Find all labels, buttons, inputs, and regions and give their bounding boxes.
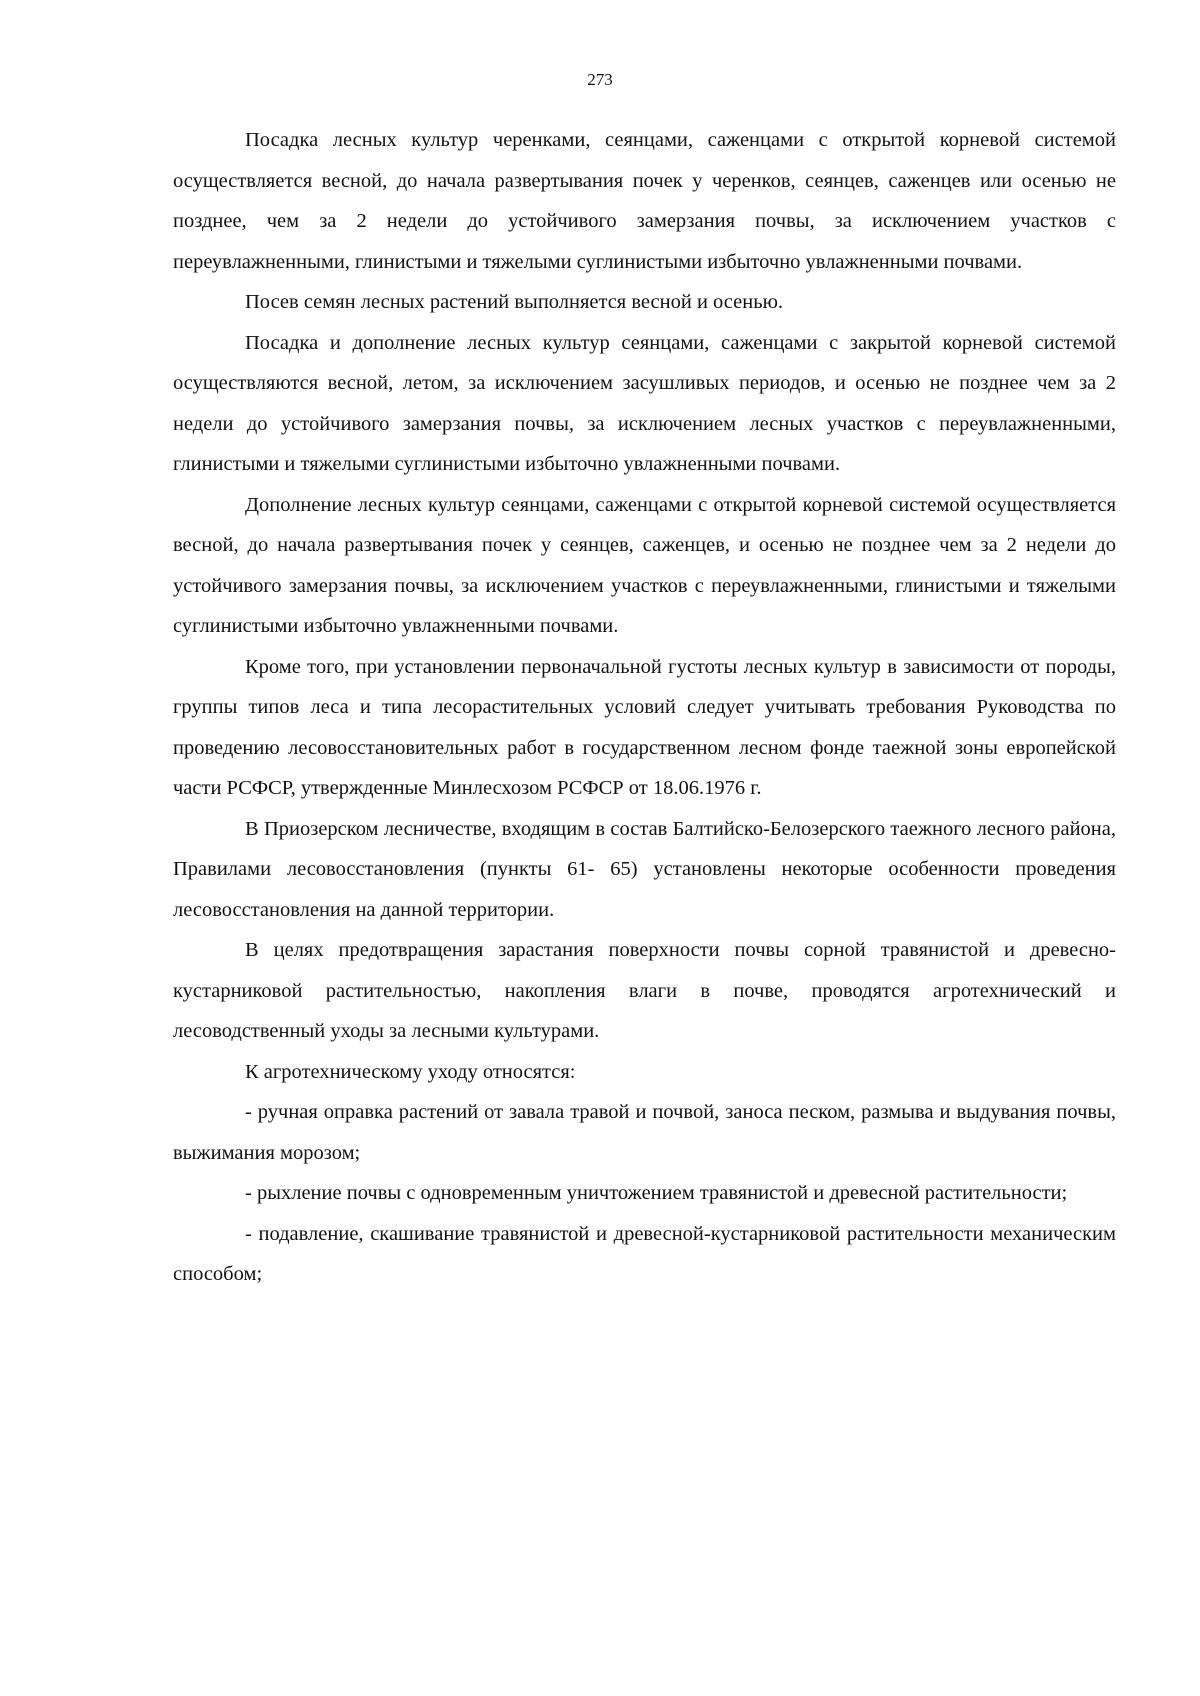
- page-number: 273: [587, 70, 613, 89]
- paragraph-agrotechnical-intro: К агротехническому уходу относятся:: [245, 1060, 576, 1083]
- paragraph-planting-closed-roots: Посадка и дополнение лесных культур сеянцами, саженцами с закрытой корневой системой осуществляются весной, летом, за исключением засушливых периодов, и осенью не позднее чем за 2 недели до устойчивого замерзания почвы, за исключением лесных участков с переувлажненными, глинистыми и тяжелыми суглинистыми избыточно увлажненными почвами.: [173, 331, 1116, 475]
- list-item-manual-straightening: - ручная оправка растений от завала травой и почвой, заноса песком, размыва и выдувания почвы, выжимания морозом;: [173, 1101, 1116, 1164]
- list-item-vegetation-suppression: - подавление, скашивание травянистой и древесной-кустарниковой растительности механическим способом;: [173, 1222, 1116, 1285]
- paragraph-priozersk-forestry: В Приозерском лесничестве, входящим в состав Балтийско-Белозерского таежного лесного района, Правилами лесовосстановления (пункты 61- 65) установлены некоторые особенности проведения лесовосстановления на данной территории.: [173, 817, 1116, 921]
- paragraph-seed-sowing: Посев семян лесных растений выполняется весной и осенью.: [245, 291, 784, 313]
- paragraph-care-purpose: В целях предотвращения зарастания поверхности почвы сорной травянистой и древесно-кустарниковой растительностью, накопления влаги в почве, проводятся агротехнический и лесоводственный уходы за лесными культурами.: [173, 939, 1116, 1042]
- paragraph-supplement-open-roots: Дополнение лесных культур сеянцами, саженцами с открытой корневой системой осуществляется весной, до начала развертывания почек у сеянцев, саженцев, и осенью не позднее чем за 2 недели до устойчивого замерзания почвы, за исключением участков с переувлажненными, глинистыми и тяжелыми суглинистыми избыточно увлажненными почвами.: [173, 493, 1116, 637]
- paragraph-planting-open-roots: Посадка лесных культур черенками, сеянцами, саженцами с открытой корневой системой осуществляется весной, до начала развертывания почек у черенков, сеянцев, саженцев или осенью не позднее, чем за 2 недели до устойчивого замерзания почвы, за исключением участков с переувлажненными, глинистыми и тяжелыми суглинистыми избыточно увлажненными почвами.: [173, 129, 1116, 273]
- paragraph-initial-density: Кроме того, при установлении первоначальной густоты лесных культур в зависимости от породы, группы типов леса и типа лесорастительных условий следует учитывать требования Руководства по проведению лесовосстановительных работ в государственном лесном фонде таежной зоны европейской части РСФСР, утвержденные Минлесхозом РСФСР от 18.06.1976 г.: [173, 655, 1116, 799]
- list-item-soil-loosening: - рыхление почвы с одновременным уничтожением травянистой и древесной растительности;: [245, 1182, 1068, 1204]
- body-text: [173, 120, 1116, 1295]
